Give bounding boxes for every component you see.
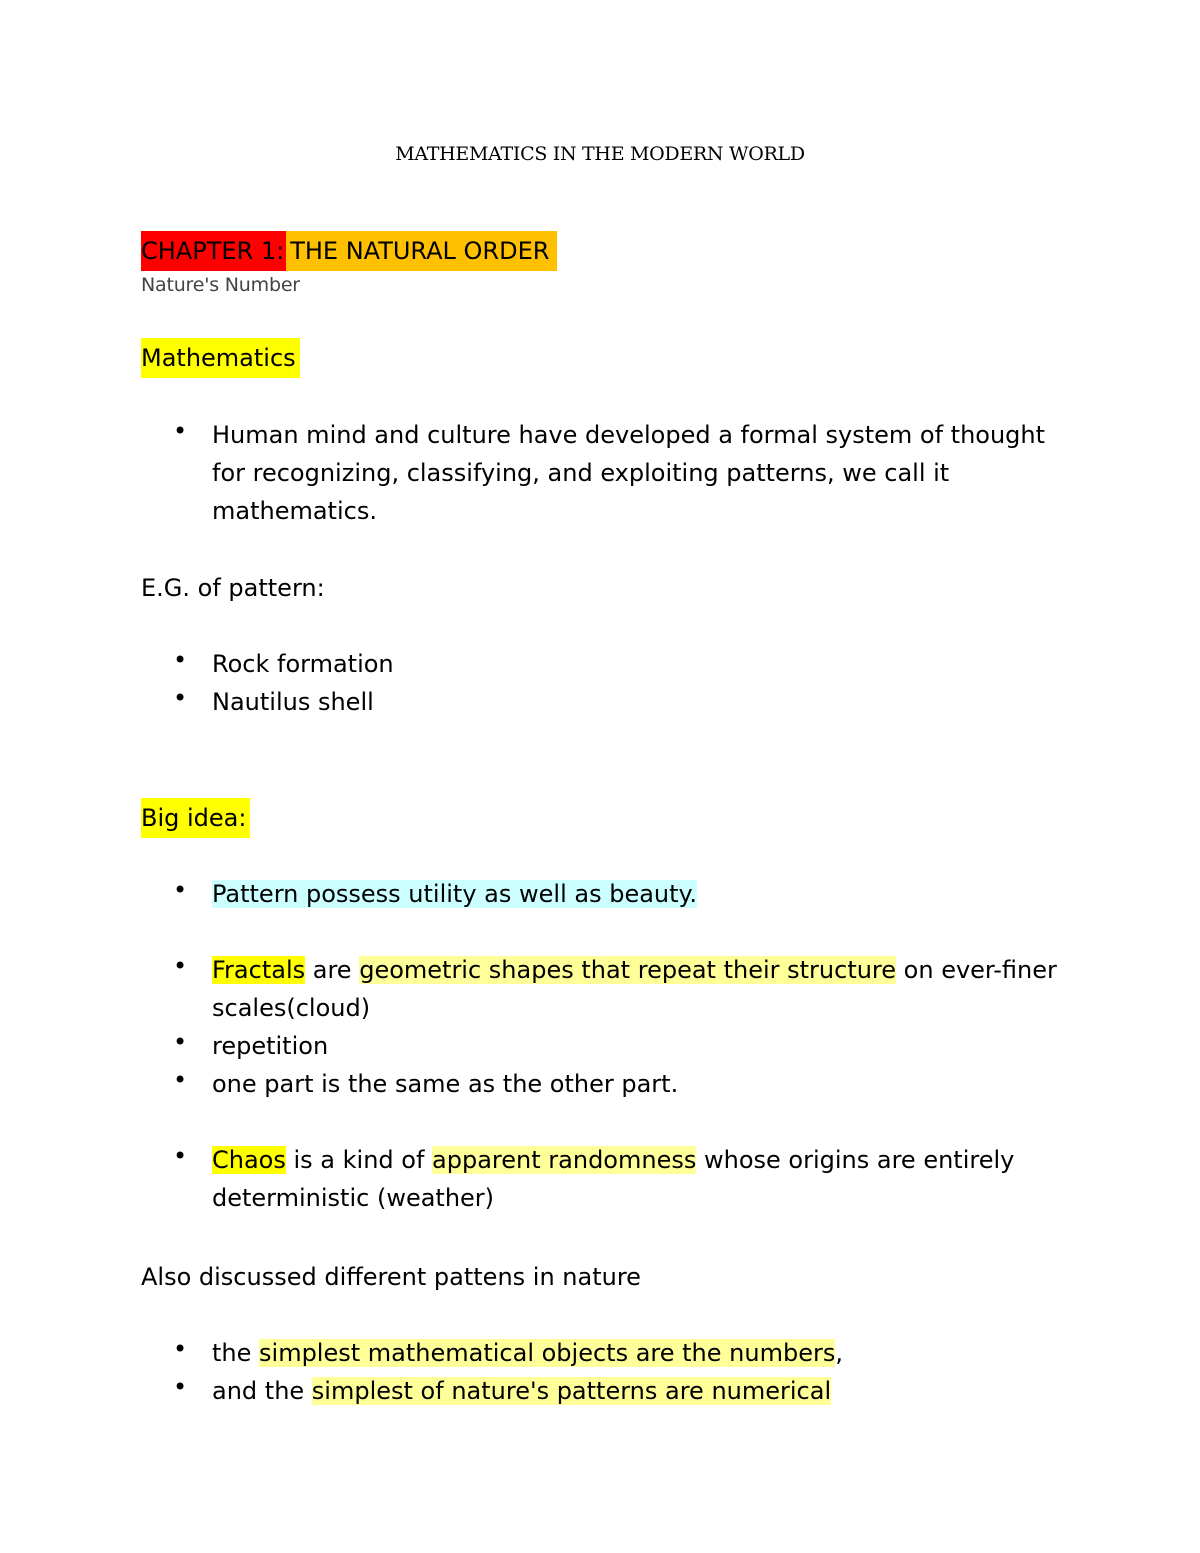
line2-highlight: simplest of nature's patterns are numerical [311,1377,832,1405]
fractals-definition: geometric shapes that repeat their structure [359,956,897,984]
also-label: Also discussed different pattens in nature [141,1263,641,1291]
chapter-title: THE NATURAL ORDER [286,231,557,271]
examples-label: E.G. of pattern: [141,574,325,602]
list-item-one-part: • one part is the same as the other part. [141,1065,1062,1103]
pattern-text: Pattern possess utility as well as beauty. [212,880,697,908]
chapter-number: CHAPTER 1: [141,231,286,271]
list-item: • Rock formation [141,645,1062,683]
mathematics-list [141,416,1062,530]
list-item: • Nautilus shell [141,683,1062,721]
fractals-rest: on ever-finer scales(cloud) [212,956,1057,1022]
line2-pre: and the [212,1377,312,1405]
mathematics-heading: Mathematics [141,338,300,378]
list-item-repetition: • repetition [141,1027,1062,1065]
line1-pre: the [212,1339,260,1367]
examples-list [141,645,1062,721]
chapter-heading [141,231,557,271]
chaos-definition: apparent randomness [432,1146,697,1174]
line1-highlight: simplest mathematical objects are the numbers [259,1339,836,1367]
list-item-chaos [141,1141,1062,1217]
document-title: MATHEMATICS IN THE MODERN WORLD [395,143,805,165]
list-item-fractals [141,951,1062,1027]
chaos-rest: whose origins are entirely deterministic (weather) [212,1146,1015,1212]
list-item-patterns [141,1372,1062,1410]
big-idea-list [141,875,1062,1217]
list-item: • Human mind and culture have developed a formal system of thought for recognizing, classifying, and exploiting patterns, we call it mathematics. [141,416,1062,530]
also-list [141,1334,1062,1410]
fractals-are: are [305,956,360,984]
line1-post: , [835,1339,843,1367]
list-item-numbers [141,1334,1062,1372]
chaos-term: Chaos [212,1146,286,1174]
chapter-subtitle: Nature's Number [141,274,300,296]
big-idea-heading: Big idea: [141,798,250,838]
chaos-mid: is a kind of [285,1146,433,1174]
list-item-pattern [141,875,1062,913]
fractals-term: Fractals [212,956,306,984]
